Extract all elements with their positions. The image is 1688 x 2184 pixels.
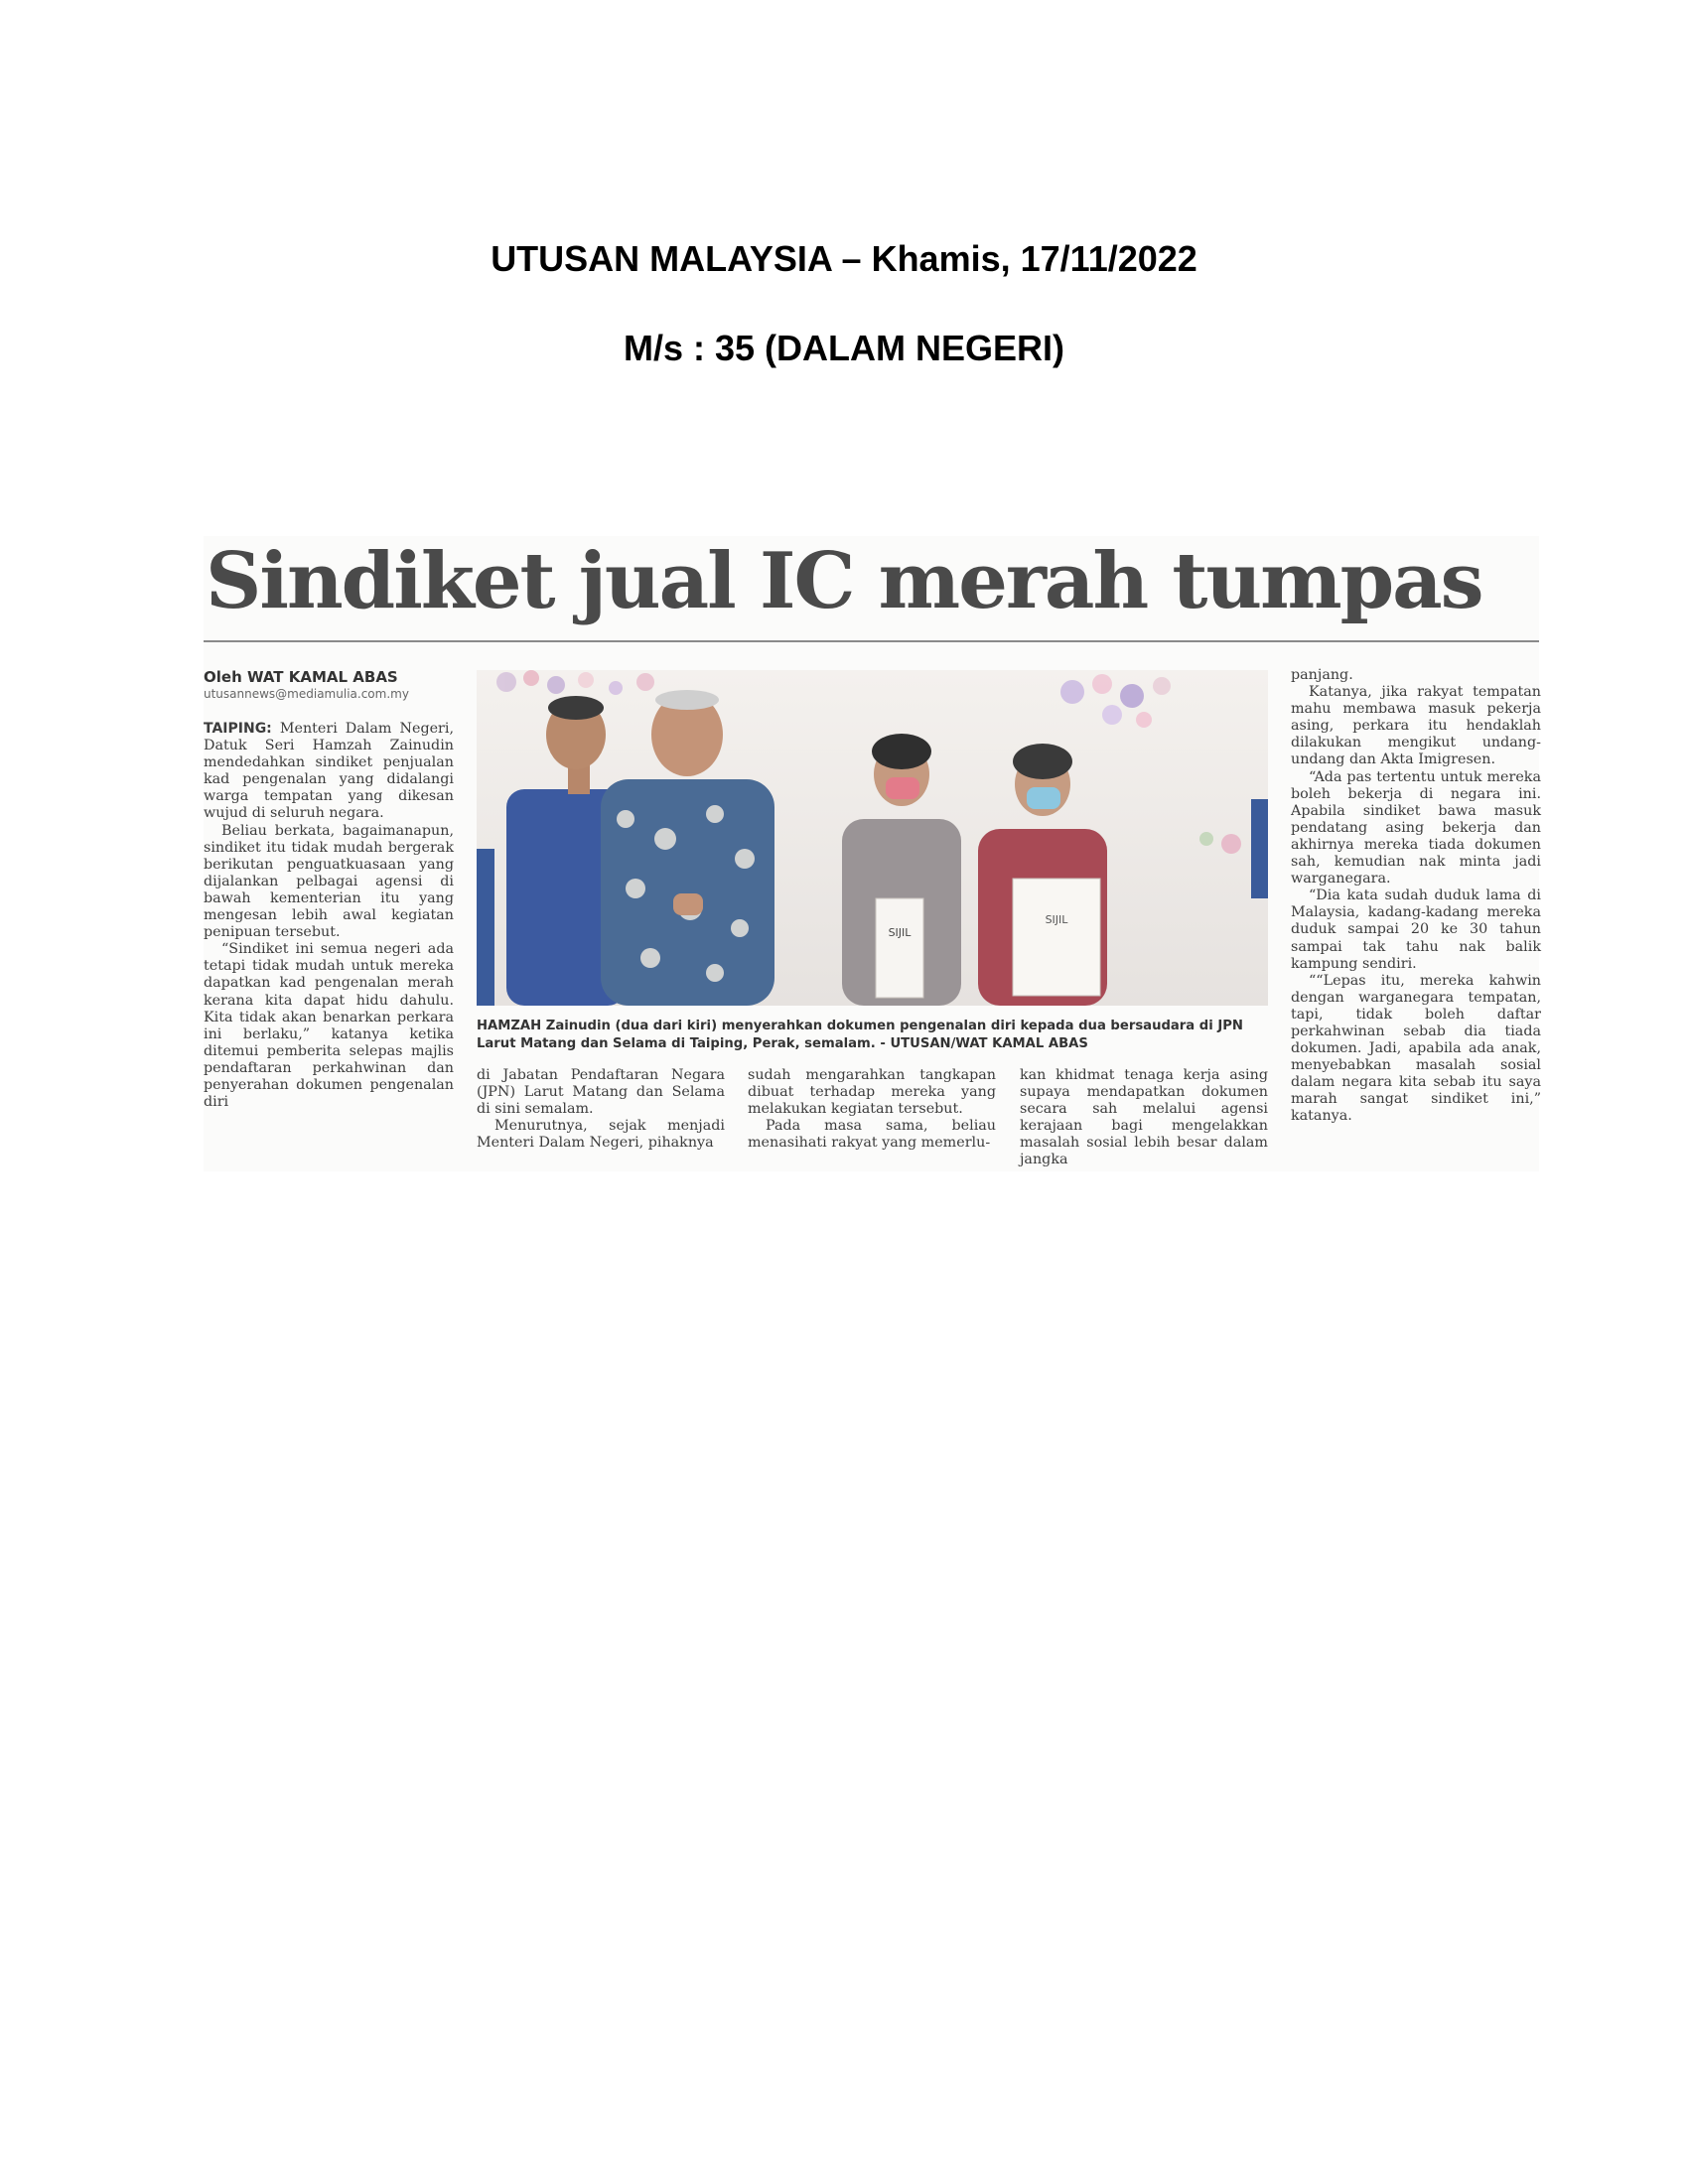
byline: Oleh WAT KAMAL ABAS: [204, 668, 398, 686]
article-column-1: [204, 721, 454, 1111]
paragraph: panjang.: [1291, 667, 1353, 683]
article-photo: [477, 670, 1268, 1006]
paragraph: Katanya, jika rakyat tempatan mahu membawa masuk pekerja asing, perkara itu hendaklah dilakukan mengikut undang-undang dan Akta Imigresen.: [1291, 684, 1541, 768]
paragraph: sudah mengarahkan tangkapan dibuat terhadap mereka yang melakukan kegiatan tersebut.: [748, 1067, 996, 1118]
paragraph: “Sindiket ini semua negeri ada tetapi tidak mudah untuk mereka dapatkan kad pengenalan merah kerana kita dapat hidu dahulu. Kita tidak akan benarkan perkara ini berlaku,” katanya ketika ditemui pemberita selepas majlis pendaftaran perkahwinan dan penyerahan dokumen pengenalan diri: [204, 941, 454, 1111]
certificate-label: SIJIL: [888, 926, 912, 939]
paragraph: Pada masa sama, beliau menasihati rakyat yang memerlu-: [748, 1118, 996, 1152]
article-column-3: [748, 1067, 996, 1152]
certificate-label: SIJIL: [1045, 913, 1068, 926]
dateline: TAIPING:: [204, 721, 272, 737]
page-section-header: M/s : 35 (DALAM NEGERI): [623, 328, 1065, 368]
paragraph: di Jabatan Pendaftaran Negara (JPN) Larut Matang dan Selama di sini semalam.: [477, 1067, 725, 1118]
paragraph: “Ada pas tertentu untuk mereka boleh bekerja di negara ini. Apabila sindiket bawa masuk pendatang asing bekerja dan akhirnya mereka tiada dokumen sah, kemudian nak minta jadi warganegara.: [1291, 768, 1541, 887]
news-clipping: [204, 536, 1539, 1171]
byline-email: utusannews@mediamulia.com.my: [204, 687, 409, 701]
paragraph: [204, 721, 454, 823]
paragraph-text: Menteri Dalam Negeri, Datuk Seri Hamzah Zainudin mendedahkan sindiket penjualan kad pengenalan yang didalangi warga tempatan yang dikesan wujud di seluruh negara.: [204, 721, 455, 822]
paragraph: kan khidmat tenaga kerja asing supaya mendapatkan dokumen secara sah melalui agensi kerajaan bagi mengelakkan masalah sosial lebih besar dalam jangka: [1020, 1067, 1268, 1168]
paragraph: “Dia kata sudah duduk lama di Malaysia, kadang-kadang mereka duduk sampai 20 ke 30 tahun sampai tak tahu nak balik kampung sendiri.: [1291, 887, 1541, 972]
headline-rule: [204, 640, 1539, 642]
article-column-5: [1291, 667, 1541, 1126]
paragraph: Beliau berkata, bagaimanapun, sindiket itu tidak mudah bergerak berikutan penguatkuasaan yang dijalankan pelbagai agensi di bawah kementerian itu yang mengesan lebih awal kegiatan penipuan tersebut.: [204, 822, 454, 941]
paragraph: ““Lepas itu, mereka kahwin dengan warganegara tempatan, tapi, tidak boleh daftar perkahwinan sebab dia tiada dokumen. Jadi, apabila ada anak, menyebabkan masalah sosial dalam negara kita sebab itu saya marah sangat sindiket ini,” katanya.: [1291, 972, 1541, 1125]
article-column-4: [1020, 1067, 1268, 1169]
article-column-2: [477, 1067, 725, 1152]
newspaper-date-header: UTUSAN MALAYSIA – Khamis, 17/11/2022: [491, 238, 1197, 279]
paragraph: Menurutnya, sejak menjadi Menteri Dalam Negeri, pihaknya: [477, 1118, 725, 1152]
photo-caption: HAMZAH Zainudin (dua dari kiri) menyerahkan dokumen pengenalan diri kepada dua bersaudara di JPN Larut Matang dan Selama di Taiping, Perak, semalam. - UTUSAN/WAT KAMAL ABAS: [477, 1019, 1243, 1051]
article-headline: Sindiket jual IC merah tumpas: [206, 536, 1482, 626]
